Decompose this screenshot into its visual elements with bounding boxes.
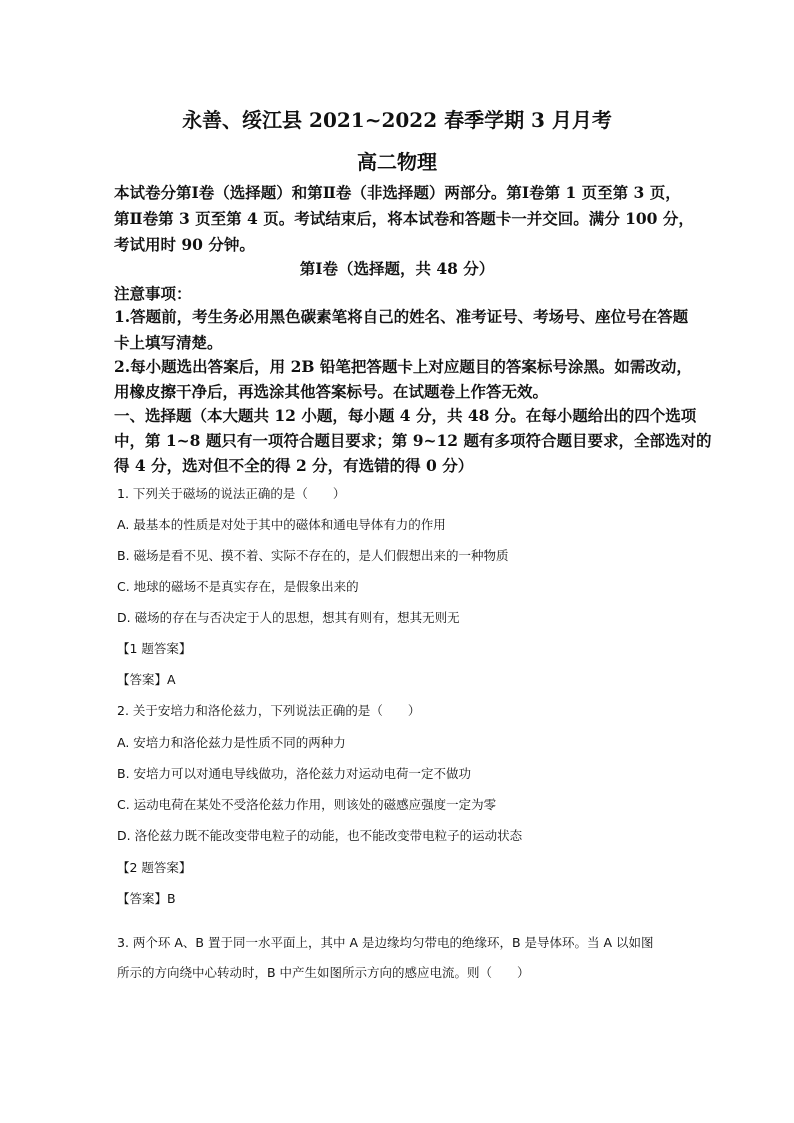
notes-heading: 注意事项： [114,284,192,303]
part-instructions: 一、选择题（本大题共 12 小题，每小题 4 分，共 48 分。在每小题给出的四个选项 [114,406,697,425]
option-c: C. 地球的磁场不是真实存在，是假象出来的 [117,579,359,594]
intro-line: 本试卷分第Ⅰ卷（选择题）和第Ⅱ卷（非选择题）两部分。第Ⅰ卷第 1 页至第 3 页， [114,183,681,202]
option-b: B. 安培力可以对通电导线做功，洛伦兹力对运动电荷一定不做功 [117,766,472,781]
question-stem: 所示的方向绕中心转动时，B 中产生如图所示方向的感应电流。则（ ） [117,965,530,980]
exam-subject: 高二物理 [357,150,437,174]
note-line: 用橡皮擦干净后，再选涂其他答案标号。在试题卷上作答无效。 [114,382,549,401]
answer: 【答案】A [117,672,176,687]
note-line: 2.每小题选出答案后，用 2B 铅笔把答题卡上对应题目的答案标号涂黑。如需改动， [114,357,692,376]
section-title: 第Ⅰ卷（选择题，共 48 分） [299,259,495,278]
question-stem: 1. 下列关于磁场的说法正确的是（ ） [117,486,346,501]
part-instructions: 中，第 1~8 题只有一项符合题目要求；第 9~12 题有多项符合题目要求，全部选对的 [114,431,712,450]
part-instructions: 得 4 分，选对但不全的得 2 分，有选错的得 0 分） [114,456,474,475]
intro-line: 第Ⅱ卷第 3 页至第 4 页。考试结束后，将本试卷和答题卡一并交回。满分 100 分， [114,209,694,228]
answer: 【答案】B [117,891,176,906]
note-line: 卡上填写清楚。 [114,333,223,352]
option-d: D. 磁场的存在与否决定于人的思想，想其有则有，想其无则无 [117,610,460,625]
note-line: 1.答题前，考生务必用黑色碳素笔将自己的姓名、准考证号、考场号、座位号在答题 [114,307,689,326]
exam-title: 永善、绥江县 2021~2022 春季学期 3 月月考 [182,108,612,132]
option-b: B. 磁场是看不见、摸不着、实际不存在的，是人们假想出来的一种物质 [117,548,509,563]
option-c: C. 运动电荷在某处不受洛伦兹力作用，则该处的磁感应强度一定为零 [117,797,497,812]
intro-line: 考试用时 90 分钟。 [114,235,255,254]
question-stem: 2. 关于安培力和洛伦兹力，下列说法正确的是（ ） [117,703,421,718]
question-stem: 3. 两个环 A、B 置于同一水平面上，其中 A 是边缘均匀带电的绝缘环，B 是导体环。当 A 以如图 [117,935,654,950]
option-a: A. 安培力和洛伦兹力是性质不同的两种力 [117,735,346,750]
answer-header: 【1 题答案】 [117,641,192,656]
option-a: A. 最基本的性质是对处于其中的磁体和通电导体有力的作用 [117,517,446,532]
answer-header: 【2 题答案】 [117,860,192,875]
option-d: D. 洛伦兹力既不能改变带电粒子的动能，也不能改变带电粒子的运动状态 [117,828,523,843]
